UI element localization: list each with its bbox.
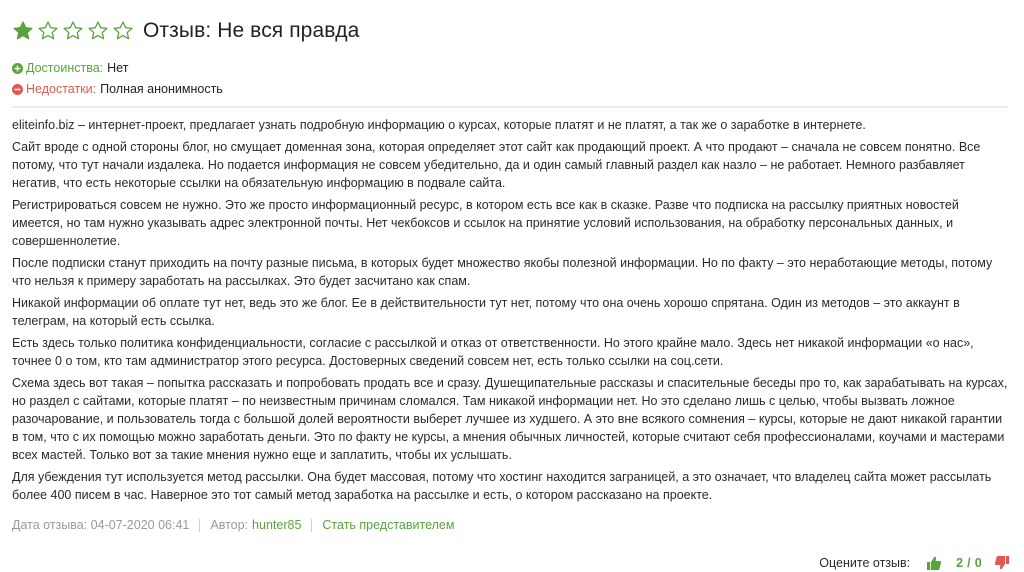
minus-circle-icon <box>12 84 23 95</box>
review-paragraph: Есть здесь только политика конфиденциальности, согласие с рассылкой и отказ от ответственности. Но этого крайне мало. Здесь нет никакой информации «о нас», точнее 0 о том, кто там администратор этого ресурса. Достоверных сведений совсем нет, есть только ссылки на соц.сети. <box>12 336 974 368</box>
thumbs-down-icon[interactable] <box>994 555 1010 571</box>
author-link[interactable]: hunter85 <box>252 518 302 532</box>
review-paragraph: Для убеждения тут используется метод рассылки. Она будет массовая, потому что хостинг находится заграницей, а это означает, что владелец сайта может рассылать более 400 писем в час. Наверное это тот самый метод заработка на рассылке и есть, о котором рассказано на проекте. <box>12 470 992 502</box>
dislikes-count: 0 <box>974 556 982 570</box>
pros-row <box>12 60 128 76</box>
review-paragraph: Схема здесь вот такая – попытка рассказать и попробовать продать все и сразу. Душещипательные рассказы и спасительные беседы про то, как зарабатывать на курсах, но раздел с сайтами, которые платят – по неизвестным причинам сломался. Там никакой информации нет. Но это сделано лишь с целью, чтобы вызвать ложное разочарование, и пользователь тогда с большой долей вероятности выберет лучшее из худшего. А это вне всякого сомнения – курсы, которые не дают никакой гарантии в том, что с их помощью можно заработать деньги. Это по факту не курсы, а мнения обычных личностей, которые считают себя профессионалами, коучами и мастерами всех мастей. Только вот за такие мнения нужно еще и заплатить, чтобы их услышать. <box>12 376 1008 462</box>
become-representative-link[interactable]: Стать представителем <box>322 518 455 532</box>
review-body <box>12 116 1012 508</box>
pros-value: Нет <box>107 61 129 75</box>
meta-divider <box>199 519 200 532</box>
review-meta <box>12 517 454 533</box>
rate-review <box>819 554 1010 572</box>
review-paragraph: Никакой информации об оплате тут нет, ведь это же блог. Ее в действительности тут нет, потому что она очень хорошо спрятана. Один из методов – это аккаунт в телеграм, на который есть ссылка. <box>12 296 960 328</box>
rating-score <box>956 556 982 570</box>
star-icon <box>112 20 134 42</box>
review-paragraph: Регистрироваться совсем не нужно. Это же просто информационный ресурс, в котором есть все как в сказке. Разве что подписка на рассылку приятных новостей имеется, но там нужно указывать адрес электронной почты. Нет чекбоксов и ссылок на принятие условий использования, на обработку персональных данных, и совершеннолетие. <box>12 198 959 248</box>
review-header <box>12 17 359 45</box>
author-label: Автор: <box>210 518 249 532</box>
pros-label: Достоинства: <box>26 61 104 75</box>
score-separator: / <box>967 556 971 570</box>
review-title: Отзыв: Не вся правда <box>143 19 360 42</box>
thumbs-up-icon[interactable] <box>926 555 942 571</box>
review-paragraph: Сайт вроде с одной стороны блог, но смущает доменная зона, которая определяет этот сайт как продающий проект. А что продают – сначала не совсем понятно. Все потому, что тут начали издалека. Но подается информация не совсем убедительно, да и один самый главный раздел как назло – не работает. Немного разбавляет негатив, что есть некоторые ссылки на обязательную информацию в подвале сайта. <box>12 140 981 190</box>
cons-value: Полная анонимность <box>100 82 223 96</box>
star-icon <box>62 20 84 42</box>
cons-row <box>12 81 223 97</box>
divider <box>12 106 1008 108</box>
rating-stars <box>12 20 137 42</box>
review-date: Дата отзыва: 04-07-2020 06:41 <box>12 518 190 532</box>
cons-label: Недостатки: <box>26 82 97 96</box>
star-icon <box>12 20 34 42</box>
rate-label: Оцените отзыв: <box>819 556 911 570</box>
review-paragraph: eliteinfo.biz – интернет-проект, предлагает узнать подробную информацию о курсах, которые платят и не платят, а так же о заработке в интернете. <box>12 118 866 132</box>
meta-divider <box>311 519 312 532</box>
plus-circle-icon <box>12 63 23 74</box>
likes-count: 2 <box>956 556 964 570</box>
star-icon <box>37 20 59 42</box>
star-icon <box>87 20 109 42</box>
review-paragraph: После подписки станут приходить на почту разные письма, в которых будет множество якобы полезной информации. Но по факту – это неработающие методы, потому что нельзя к примеру заработать на рассылках. Это будет засчитано как спам. <box>12 256 993 288</box>
